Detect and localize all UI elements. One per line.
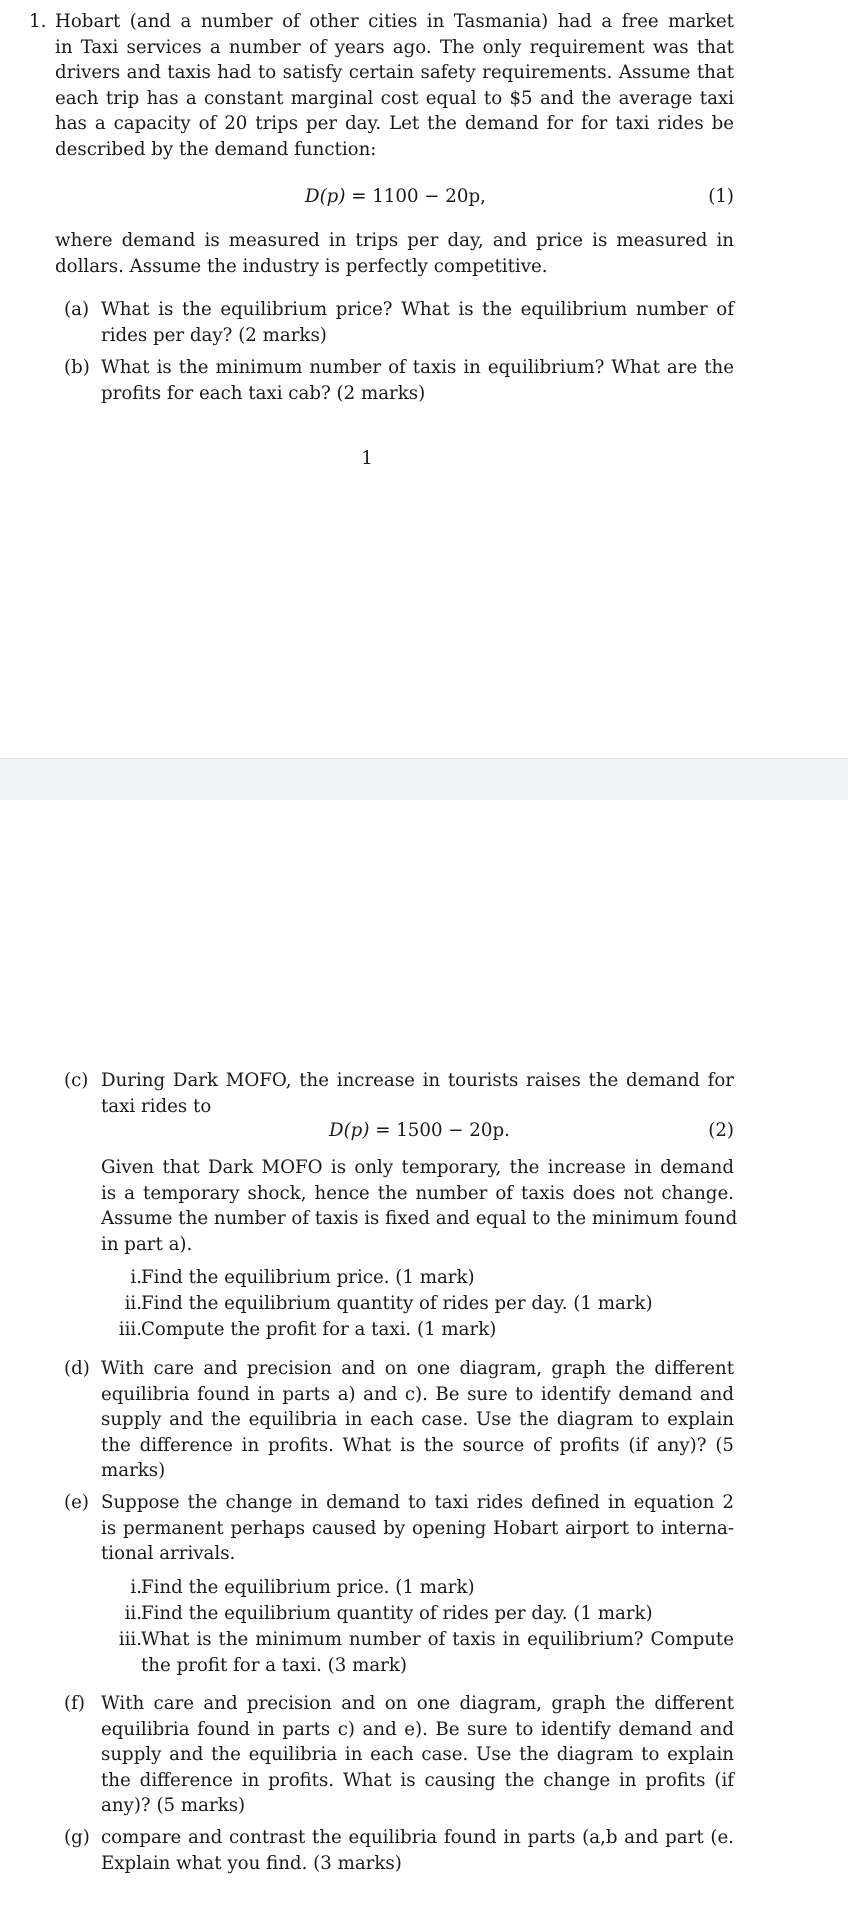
- part-g-text: [101, 1825, 734, 1876]
- intro-continuation: [55, 228, 734, 279]
- intro-line: each trip has a constant marginal cost equal to $5 and the average taxi: [55, 87, 734, 109]
- page-number: 1: [361, 448, 373, 469]
- intro-line: has a capacity of 20 trips per day. Let the demand for for taxi rides be: [55, 113, 734, 134]
- part-d-text: [101, 1356, 734, 1484]
- part-e-item-i-text: Find the equilibrium price. (1 mark): [141, 1577, 475, 1598]
- intro-line: drivers and taxis had to satisfy certain safety requirements. Assume that: [55, 62, 734, 83]
- text-line: supply and the equilibria in each case. Use the diagram to explain: [101, 1409, 734, 1430]
- text-line: the difference in profits. What is the source of profits (if any)? (5: [101, 1434, 734, 1456]
- part-c-item-i-number: i.: [130, 1267, 142, 1288]
- part-b-text: [101, 355, 734, 406]
- text-line: marks): [101, 1460, 166, 1481]
- intro-line: in Taxi services a number of years ago. The only requirement was that: [55, 36, 734, 58]
- question-intro: [55, 9, 734, 162]
- part-a-label: (a): [64, 299, 90, 320]
- equation-lhs: D(p): [329, 1120, 370, 1141]
- part-a-text: [101, 297, 734, 348]
- part-c-item-iii-number: iii.: [118, 1319, 142, 1340]
- text-line: With care and precision and on one diagram, graph the different: [101, 1693, 734, 1714]
- text-line: is permanent perhaps caused by opening Hobart airport to interna-: [101, 1517, 734, 1539]
- part-f-text: [101, 1691, 734, 1819]
- part-c-text: [101, 1068, 734, 1119]
- text-line: Given that Dark MOFO is only temporary, the increase in demand: [101, 1157, 734, 1178]
- demand-equation-2: [329, 1118, 510, 1144]
- document-page-1: [0, 0, 848, 758]
- text-line: What is the minimum number of taxis in equilibrium? Compute: [141, 1629, 734, 1650]
- text-line: Explain what you find. (3 marks): [101, 1852, 402, 1874]
- text-line: any)? (5 marks): [101, 1795, 246, 1816]
- part-b-label: (b): [64, 357, 90, 378]
- part-e-text: [101, 1490, 734, 1567]
- part-e-item-iii-text: [141, 1627, 734, 1678]
- intro-line: Hobart (and a number of other cities in Tasmania) had a free market: [55, 11, 734, 32]
- part-c-item-ii-number: ii.: [124, 1293, 142, 1314]
- text-line: is a temporary shock, hence the number of taxis does not change.: [101, 1182, 734, 1204]
- equation-lhs: D(p): [305, 186, 346, 207]
- part-c-continuation: [101, 1155, 738, 1257]
- text-line: Suppose the change in demand to taxi rides defined in equation 2: [101, 1492, 734, 1513]
- text-line: Assume the number of taxis is fixed and equal to the minimum found: [101, 1208, 738, 1229]
- equation-number-1: (1): [708, 186, 734, 207]
- part-e-item-iii-number: iii.: [118, 1629, 142, 1650]
- text-line: What is the equilibrium price? What is the equilibrium number of: [101, 299, 734, 320]
- intro-line: described by the demand function:: [55, 138, 377, 160]
- text-line: During Dark MOFO, the increase in tourists raises the demand for: [101, 1070, 734, 1091]
- part-c-item-iii-text: Compute the profit for a taxi. (1 mark): [141, 1319, 497, 1340]
- equation-rhs: = 1100 − 20p,: [345, 186, 486, 207]
- text-line: in part a).: [101, 1233, 193, 1255]
- question-number: 1.: [29, 11, 47, 32]
- text-line: compare and contrast the equilibria found in parts (a,b and part (e.: [101, 1827, 734, 1848]
- part-e-item-i-number: i.: [130, 1577, 142, 1598]
- demand-equation-1: [305, 184, 486, 210]
- text-line: the profit for a taxi. (3 mark): [141, 1654, 407, 1676]
- text-line: where demand is measured in trips per day, and price is measured in: [55, 230, 734, 251]
- text-line: dollars. Assume the industry is perfectly competitive.: [55, 255, 548, 277]
- text-line: the difference in profits. What is causing the change in profits (if: [101, 1769, 734, 1791]
- part-c-item-i-text: Find the equilibrium price. (1 mark): [141, 1267, 475, 1288]
- text-line: With care and precision and on one diagram, graph the different: [101, 1358, 734, 1379]
- equation-number-2: (2): [708, 1120, 734, 1141]
- part-g-label: (g): [64, 1827, 90, 1848]
- text-line: rides per day? (2 marks): [101, 324, 327, 346]
- text-line: What is the minimum number of taxis in equilibrium? What are the: [101, 357, 734, 378]
- part-f-label: (f): [64, 1693, 85, 1714]
- part-d-label: (d): [64, 1358, 90, 1379]
- text-line: taxi rides to: [101, 1095, 212, 1117]
- text-line: tional arrivals.: [101, 1543, 236, 1564]
- text-line: supply and the equilibria in each case. Use the diagram to explain: [101, 1744, 734, 1765]
- page-gap: [0, 758, 848, 800]
- part-e-item-ii-number: ii.: [124, 1603, 142, 1624]
- text-line: equilibria found in parts a) and c). Be sure to identify demand and: [101, 1383, 734, 1405]
- part-e-item-ii-text: Find the equilibrium quantity of rides per day. (1 mark): [141, 1603, 653, 1624]
- text-line: profits for each taxi cab? (2 marks): [101, 382, 426, 404]
- part-e-label: (e): [64, 1492, 89, 1513]
- equation-rhs: = 1500 − 20p.: [369, 1120, 510, 1141]
- part-c-item-ii-text: Find the equilibrium quantity of rides per day. (1 mark): [141, 1293, 653, 1314]
- text-line: equilibria found in parts c) and e). Be sure to identify demand and: [101, 1718, 734, 1740]
- part-c-label: (c): [64, 1070, 89, 1091]
- document-page-2: [0, 800, 848, 1920]
